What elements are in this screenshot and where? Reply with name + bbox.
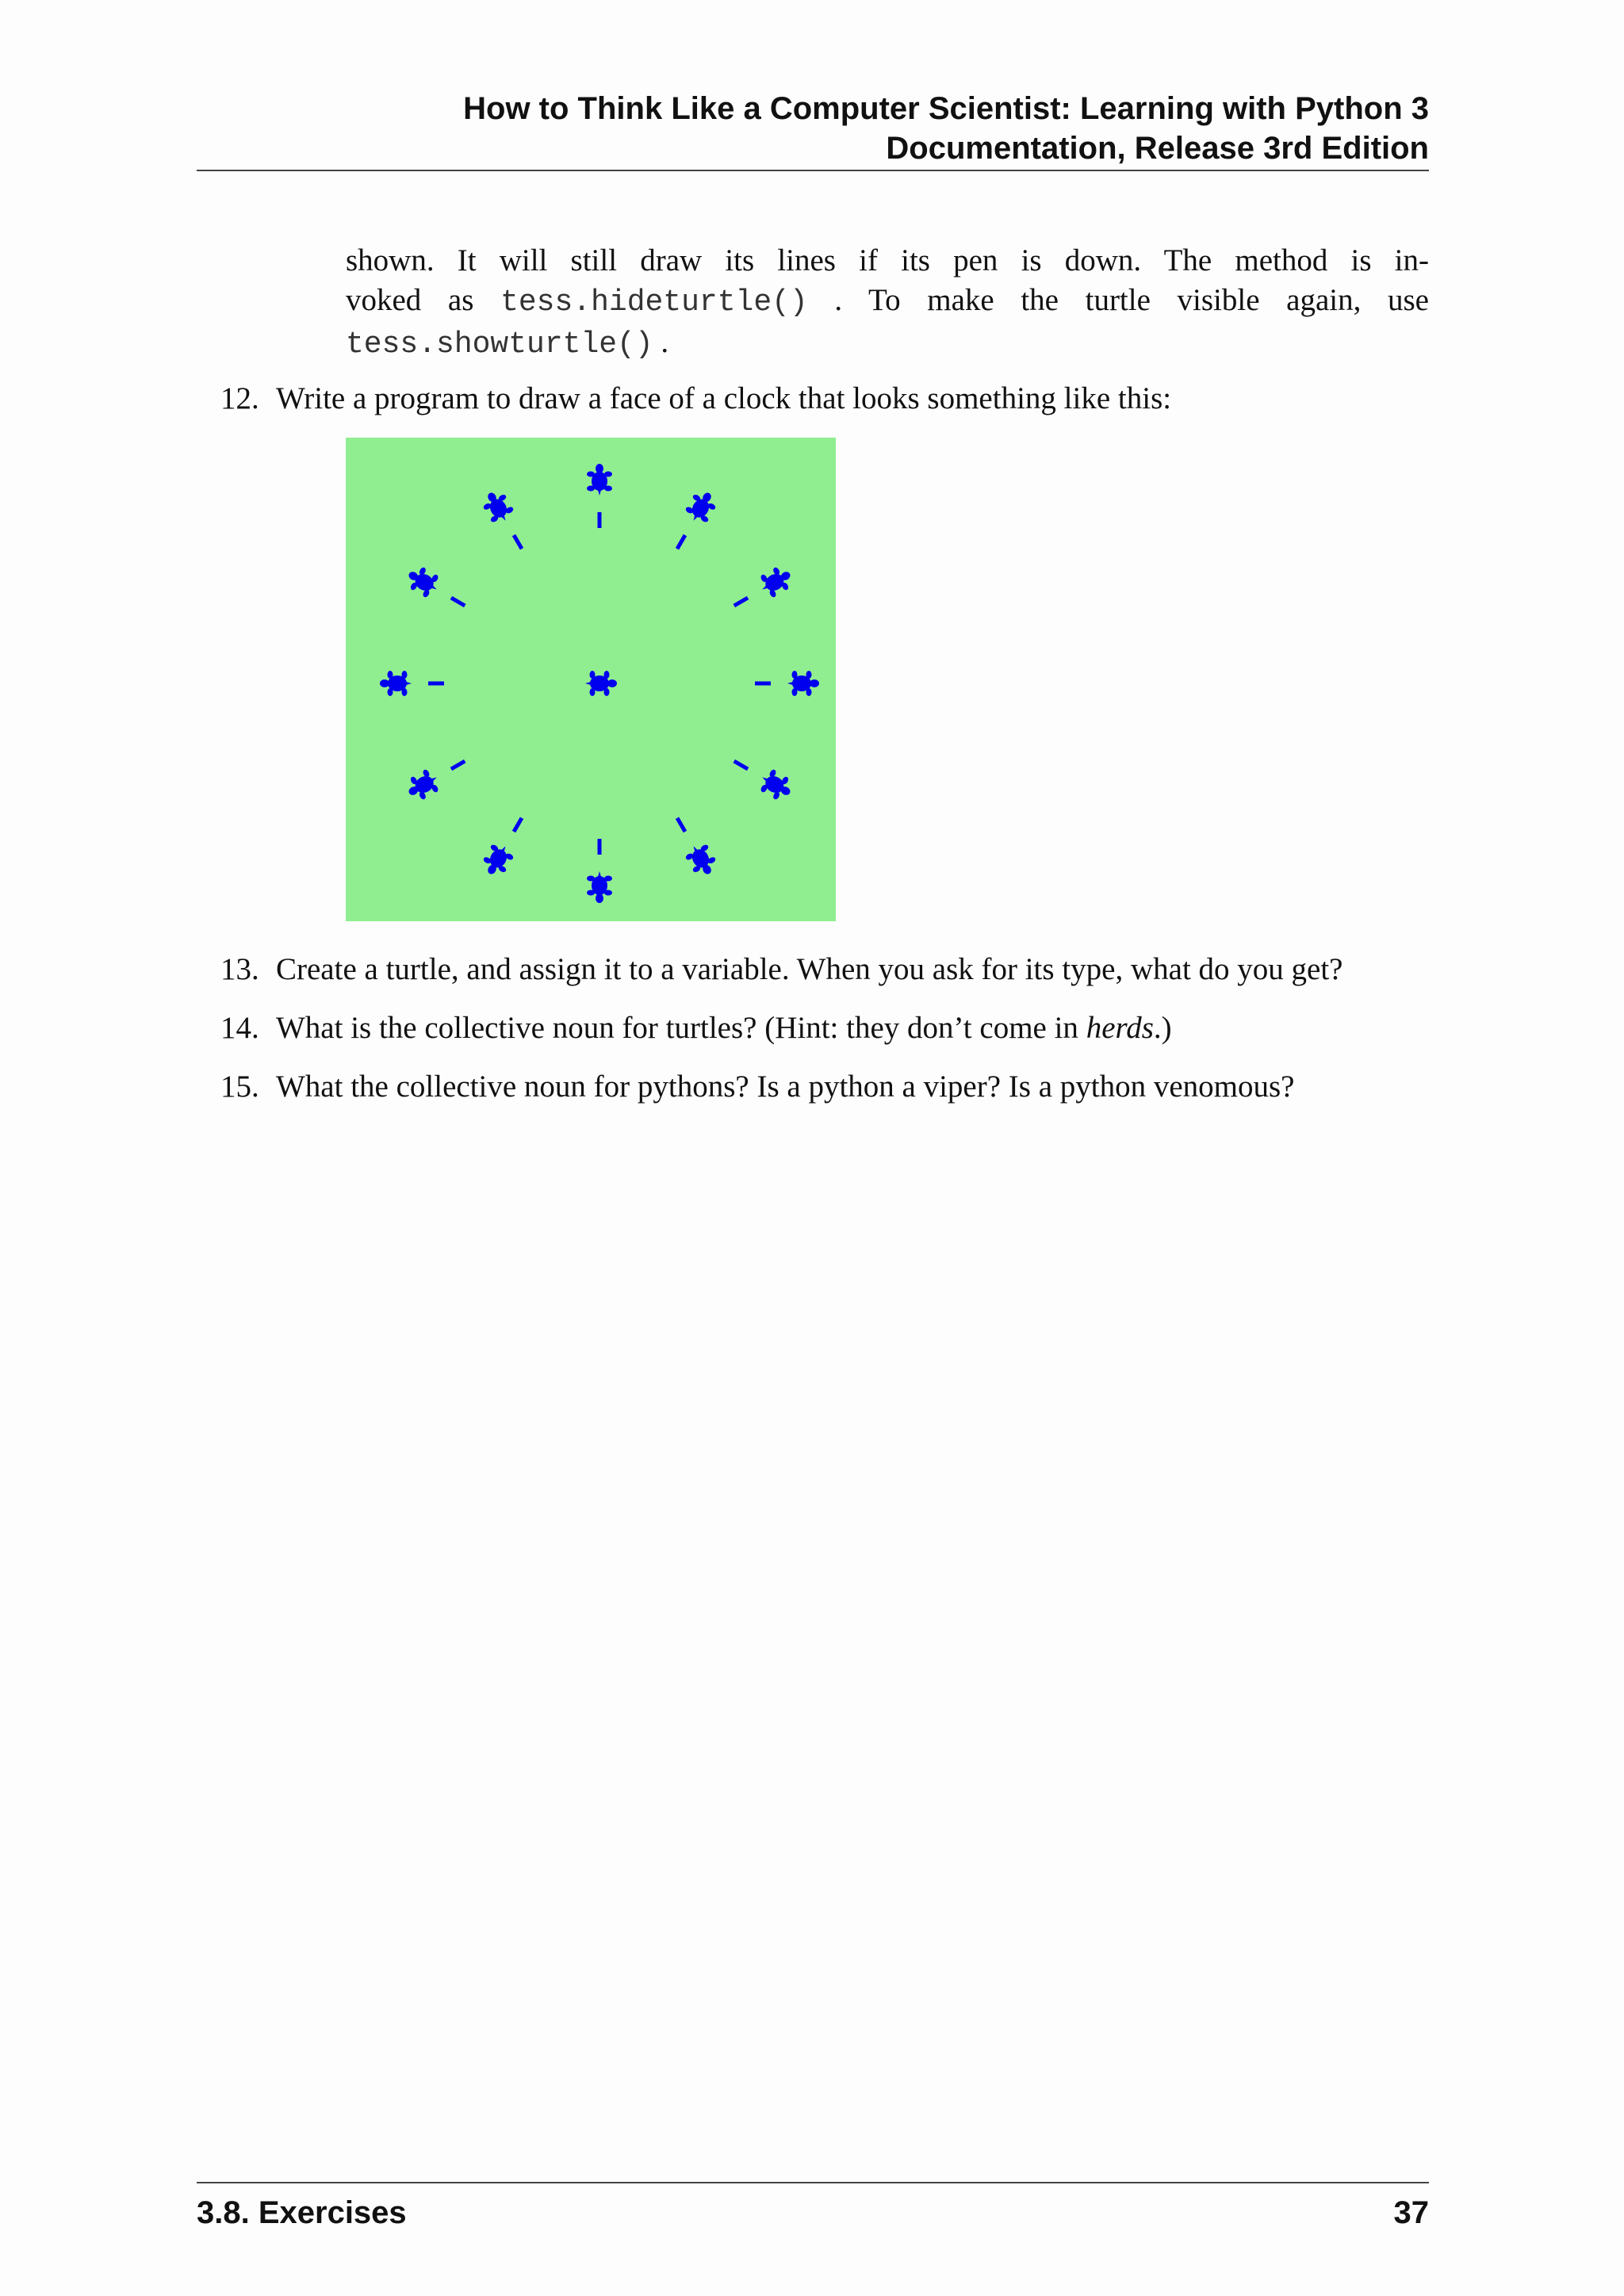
exercise-item-12: [220, 379, 1442, 419]
running-header: [197, 89, 1429, 168]
continued-paragraph: [346, 241, 1429, 365]
hour-turtle-icon: [587, 464, 612, 496]
hour-turtle-icon: [403, 563, 443, 601]
hour-tick-mark: [514, 535, 522, 549]
continued-text: . To make the turtle visible again, use: [807, 283, 1429, 317]
continued-line-2: [346, 281, 1429, 323]
item-number: 14.: [220, 1011, 259, 1045]
hour-tick-mark: [451, 761, 465, 769]
hour-turtle-icon: [403, 767, 443, 805]
hour-turtle-icon: [479, 840, 517, 880]
hour-turtle-icon: [479, 487, 517, 527]
hour-tick-mark: [677, 535, 685, 549]
inline-code-showturtle: tess.showturtle(): [346, 327, 653, 362]
hour-tick-mark: [451, 598, 465, 606]
item-number: 12.: [220, 381, 259, 415]
hour-turtle-icon: [756, 563, 796, 601]
continued-line-1: [346, 241, 1429, 281]
hour-tick-mark: [734, 761, 748, 769]
hour-tick-mark: [734, 598, 748, 606]
item-text: Create a turtle, and assign it to a variable. When you ask for its type, what do you get?: [276, 952, 1343, 986]
item-text: Write a program to draw a face of a clock that looks something like this:: [276, 381, 1172, 415]
item-number: 13.: [220, 952, 259, 986]
continued-text: shown. It will still draw its lines if its pen is down. The method is in-: [346, 243, 1429, 277]
exercise-item-13: [220, 950, 1442, 989]
exercise-item-14: [220, 1008, 1442, 1048]
hour-turtle-icon: [683, 840, 721, 880]
continued-text: .: [653, 325, 669, 359]
footer-divider: [197, 2182, 1429, 2183]
exercise-item-15: [220, 1067, 1442, 1107]
hour-tick-mark: [677, 818, 685, 832]
footer-section-title: 3.8. Exercises: [197, 2195, 407, 2230]
continued-line-3: [346, 323, 1429, 365]
item-number: 15.: [220, 1070, 259, 1104]
hour-turtle-icon: [587, 871, 612, 903]
header-title-line-2: Documentation, Release 3rd Edition: [886, 131, 1429, 166]
continued-text: voked as: [346, 283, 501, 317]
header-title-line-1: How to Think Like a Computer Scientist: Learning with Python 3: [463, 91, 1429, 126]
hour-turtle-icon: [756, 767, 796, 805]
item-text: What is the collective noun for turtles? (Hint: they don’t come in: [276, 1011, 1086, 1045]
inline-code-hideturtle: tess.hideturtle(): [500, 285, 808, 320]
hour-turtle-icon: [683, 487, 721, 527]
clock-face-figure: [346, 438, 836, 921]
item-text: .): [1153, 1011, 1172, 1045]
hour-turtle-icon: [787, 671, 819, 696]
hour-tick-mark: [514, 818, 522, 832]
hour-turtle-icon: [380, 671, 412, 696]
center-turtle-icon: [585, 671, 617, 696]
item-text: What the collective noun for pythons? Is a python a viper? Is a python venomous?: [276, 1070, 1295, 1104]
running-footer: [197, 2193, 1429, 2233]
header-divider: [197, 170, 1429, 171]
item-text-emphasis: herds: [1086, 1011, 1154, 1045]
clock-face-drawing: [346, 438, 836, 921]
page-number: 37: [1393, 2195, 1429, 2230]
